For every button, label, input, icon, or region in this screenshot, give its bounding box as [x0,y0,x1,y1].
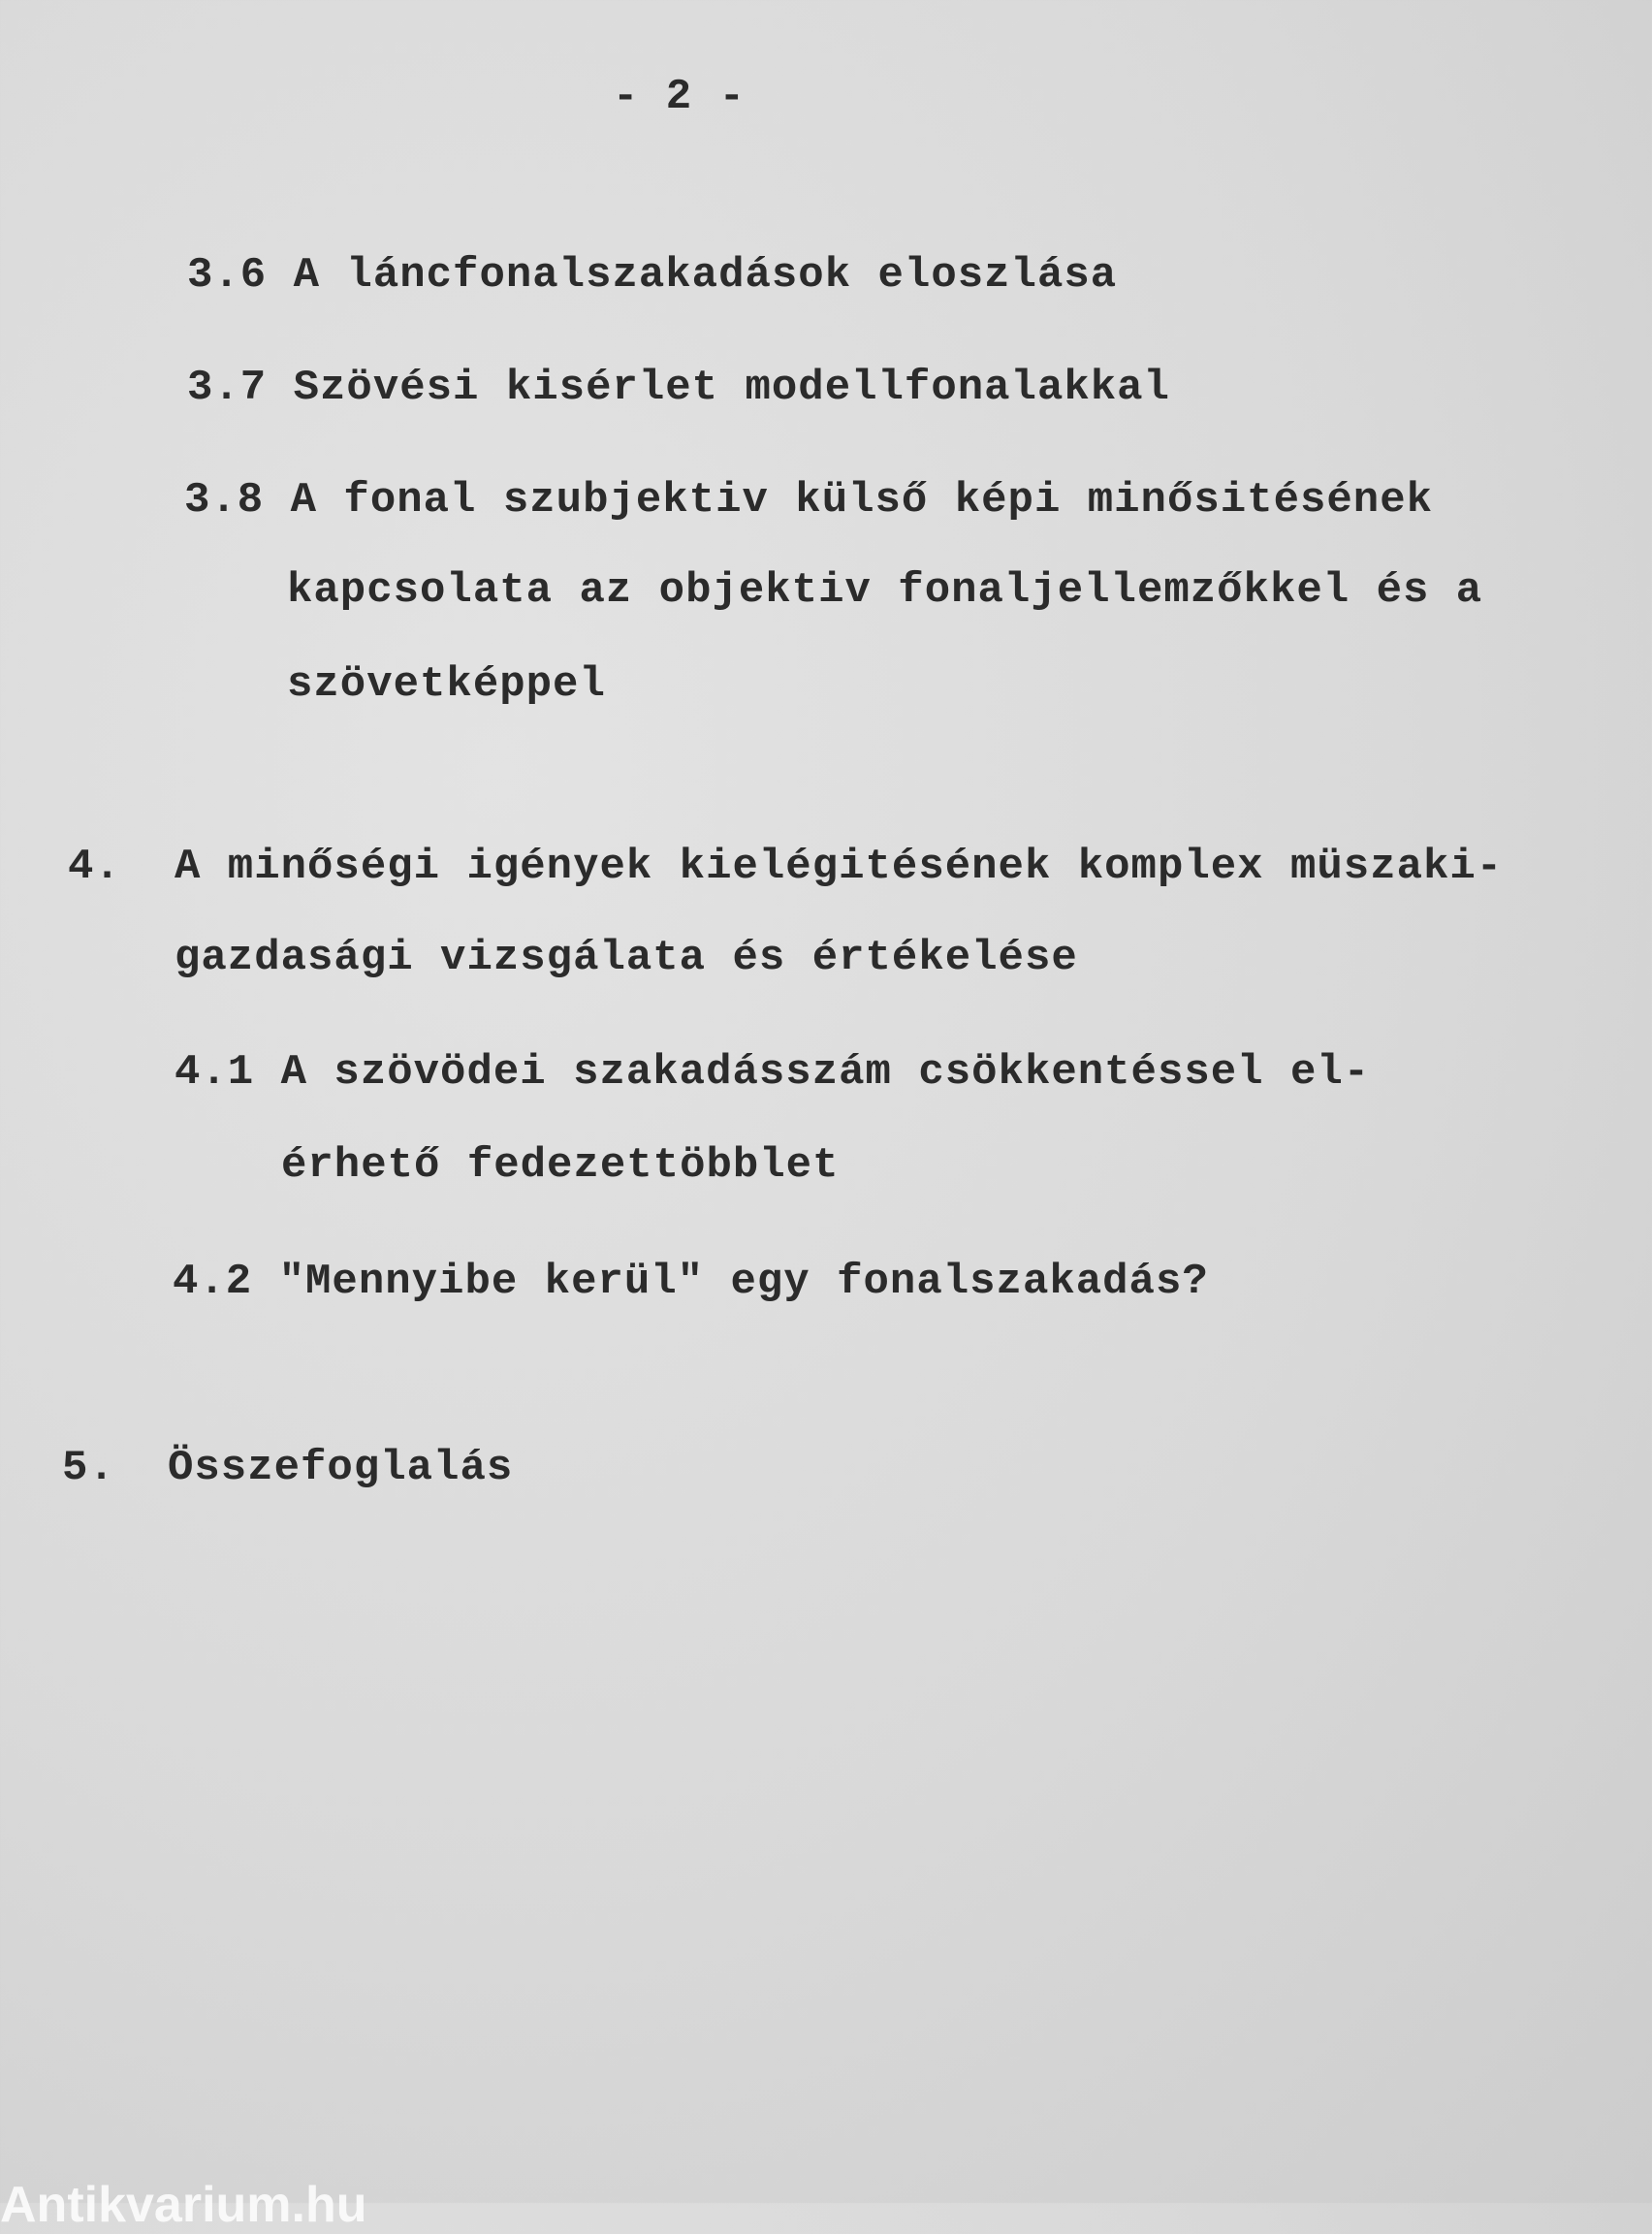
toc-item-3-8-line-1: 3.8 A fonal szubjektiv külső képi minősitésének [184,476,1434,525]
section-5-title: Összefoglalás [168,1444,514,1492]
section-4-number: 4. [68,843,121,891]
toc-item-3-8-line-2: kapcsolata az objektiv fonaljellemzőkkel és a [287,566,1483,615]
section-5-number: 5. [62,1444,115,1492]
toc-item-3-6: 3.6 A láncfonalszakadások eloszlása [187,251,1118,300]
section-4-title-line-2: gazdasági vizsgálata és értékelése [175,934,1078,982]
toc-item-4-2: 4.2 "Mennyibe kerül" egy fonalszakadás? [173,1258,1209,1306]
toc-item-4-1-line-2: érhető fedezettöbblet [281,1141,840,1190]
toc-item-3-7: 3.7 Szövési kisérlet modellfonalakkal [187,364,1170,412]
toc-item-4-1-line-1: 4.1 A szövödei szakadásszám csökkentéssel el- [175,1048,1371,1097]
page-number: - 2 - [613,73,747,121]
section-4-title-line-1: A minőségi igények kielégitésének komplex müszaki- [175,843,1504,891]
toc-item-3-8-line-3: szövetképpel [287,660,606,709]
watermark: Antikvarium.hu [0,2177,367,2233]
